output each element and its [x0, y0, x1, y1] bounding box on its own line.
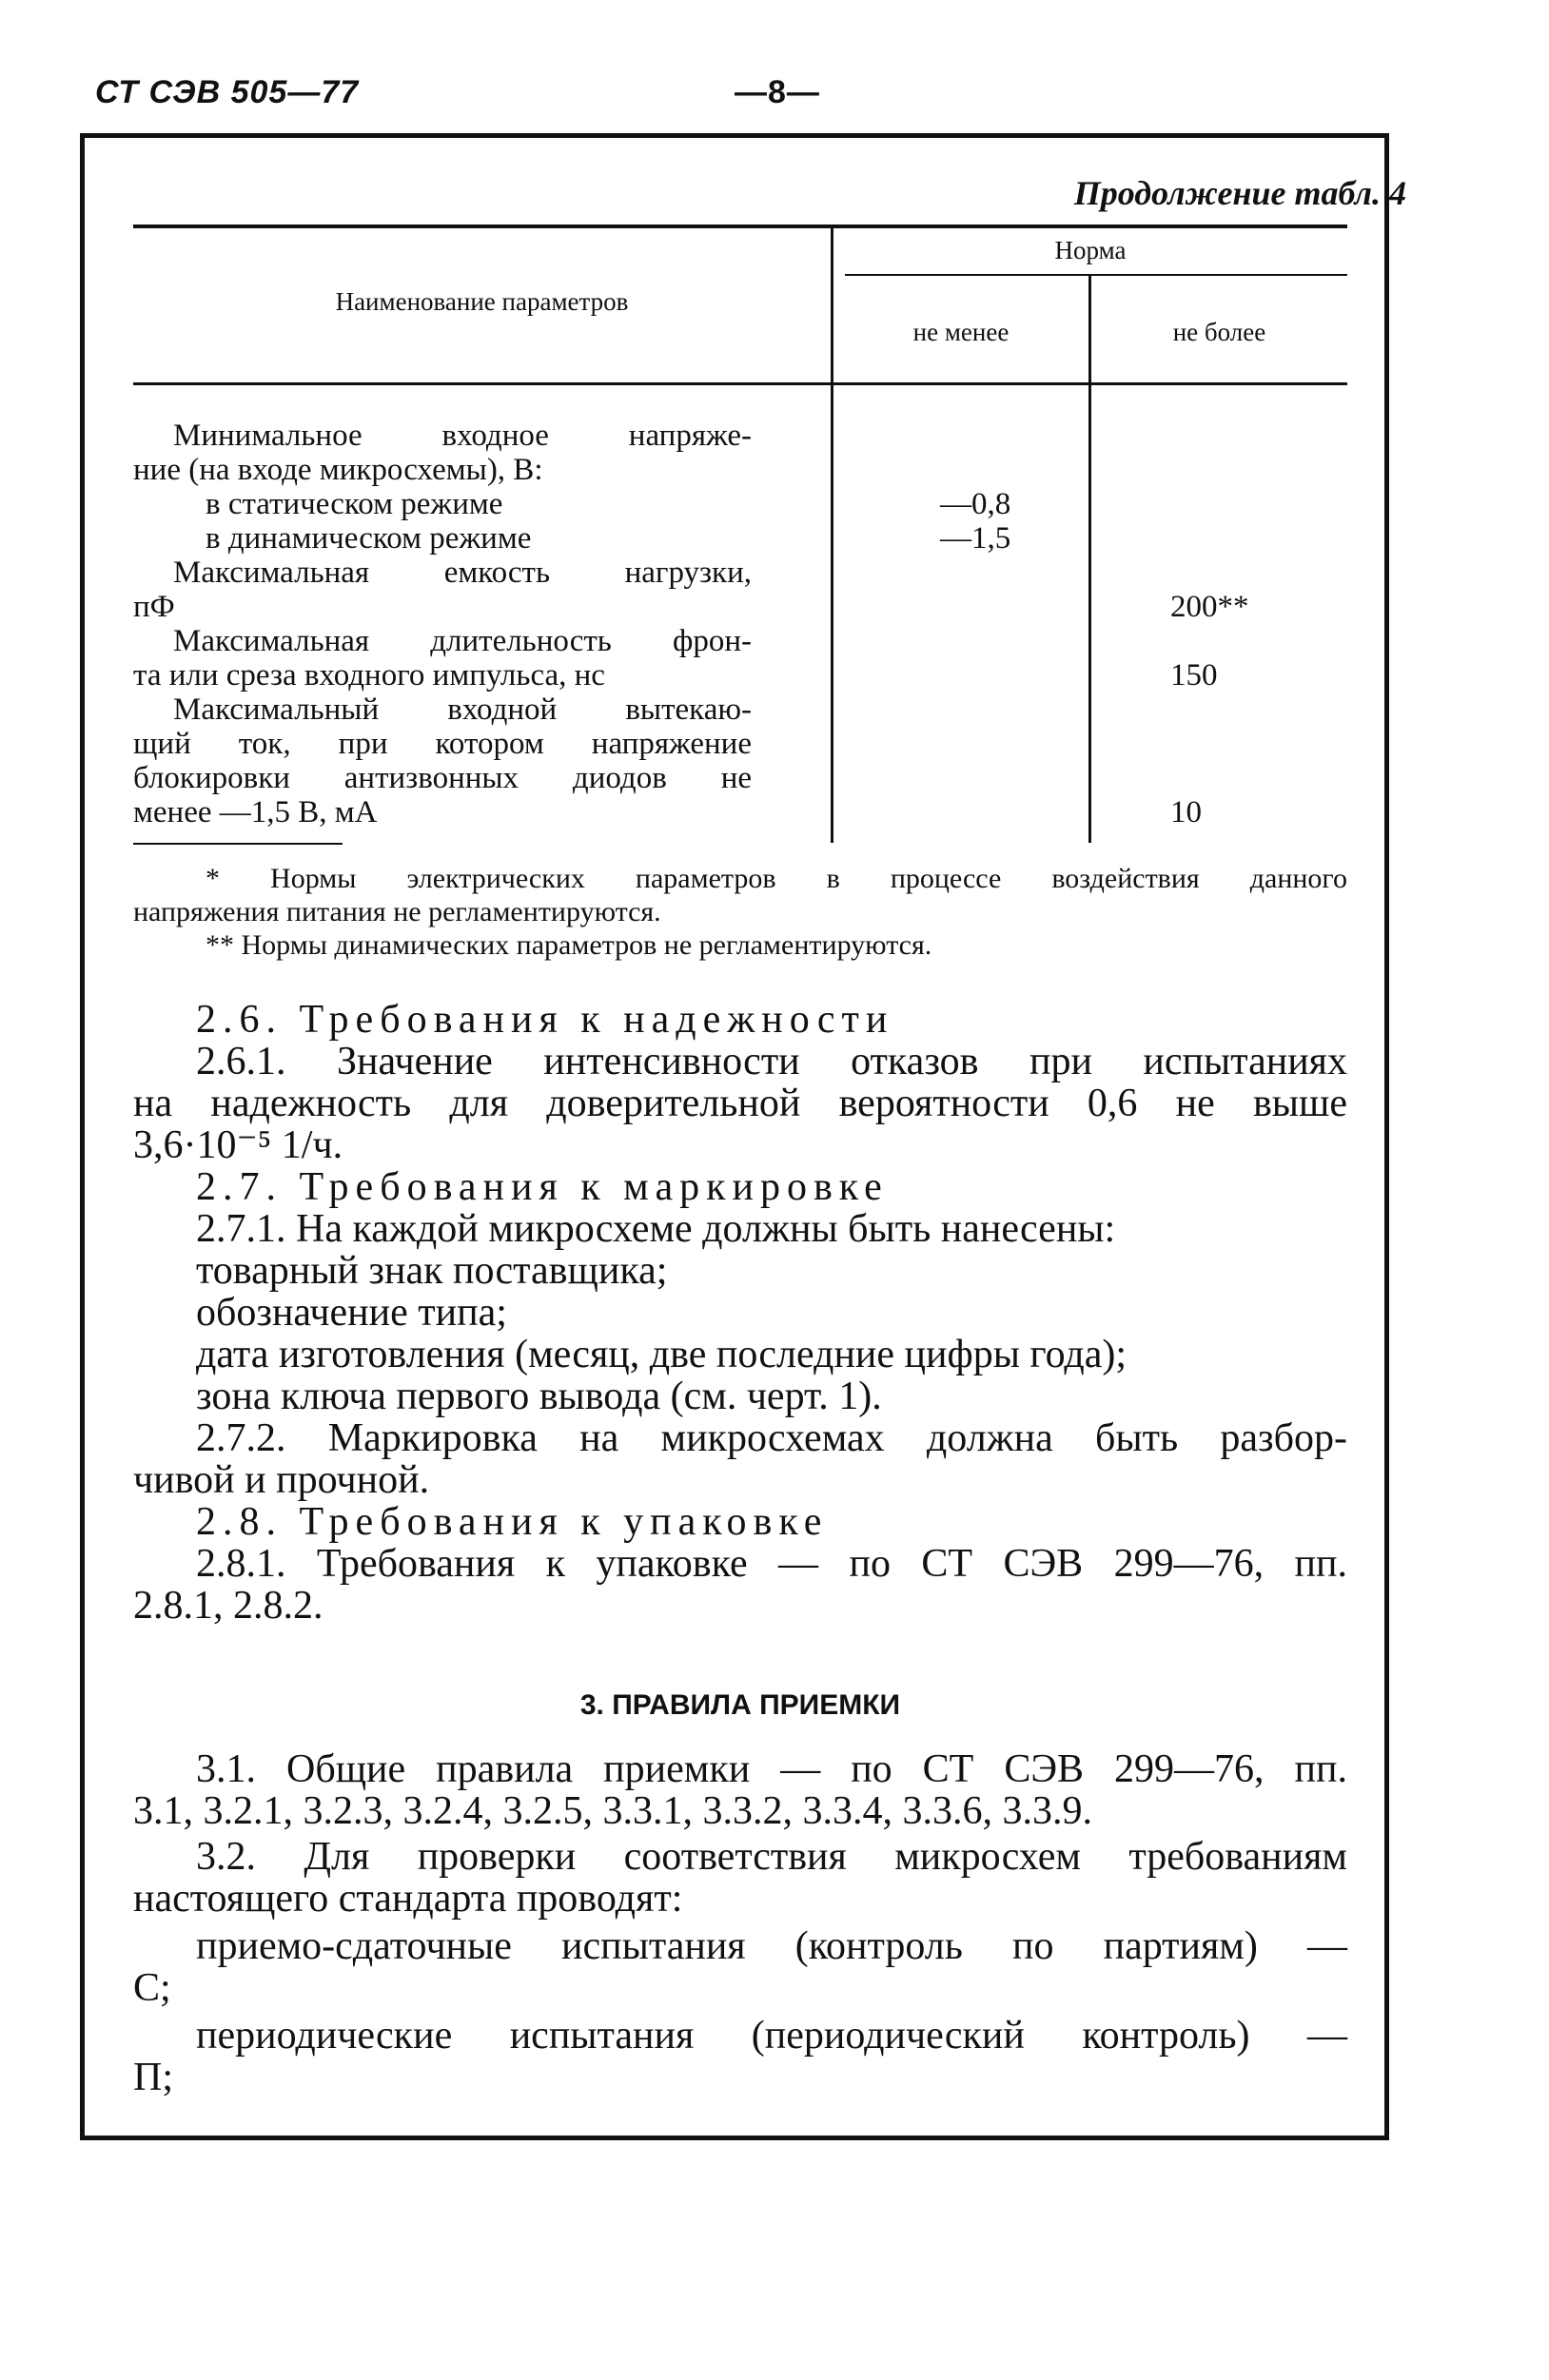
section-title: 3. ПРАВИЛА ПРИЕМКИ — [579, 1689, 901, 1721]
header-max: не более — [1172, 318, 1266, 346]
value-current-max: 10 — [1170, 795, 1202, 829]
body-line: 2.8.1. Требования к упаковке — по СТ СЭВ 299—76, пп. — [196, 1542, 1347, 1586]
body-line: приемо-сдаточные испытания (контроль по партиям) — — [196, 1924, 1347, 1968]
body-line: 3.1. Общие правила приемки — по СТ СЭВ 299—76, пп. — [196, 1747, 1347, 1791]
body-line: чивой и прочной. — [133, 1458, 430, 1502]
value-dynamic-min: —1,5 — [940, 521, 1011, 556]
col-divider-2 — [1088, 274, 1091, 843]
body-line: настоящего стандарта проводят: — [133, 1877, 683, 1921]
body-line: С; — [133, 1966, 171, 2010]
body-line: товарный знак поставщика; — [196, 1249, 668, 1293]
body-line: 2.7.2. Маркировка на микросхемах должна быть разбор- — [196, 1416, 1347, 1460]
table-top-rule — [133, 224, 1347, 228]
body-line: 3,6·10⁻⁵ 1/ч. — [133, 1123, 343, 1167]
value-capacitance-max: 200** — [1170, 590, 1249, 624]
body-line: 3.1, 3.2.1, 3.2.3, 3.2.4, 3.2.5, 3.3.1, 3.3.2, 3.3.4, 3.3.6, 3.3.9. — [133, 1789, 1092, 1833]
parameter-list — [133, 419, 752, 829]
header-parameters: Наименование параметров — [335, 287, 629, 316]
standard-code: СТ СЭВ 505—77 — [95, 74, 360, 110]
header-bottom-rule — [133, 382, 1347, 385]
param-line: в статическом режиме — [206, 487, 503, 521]
body-line: 2.8.1, 2.8.2. — [133, 1584, 324, 1628]
param-line: Максимальный входной вытекаю- — [173, 693, 752, 727]
body-line: на надежность для доверительной вероятности 0,6 не выше — [133, 1082, 1347, 1125]
footnote-rule — [133, 843, 343, 845]
table-continuation-title: Продолжение табл. 4 — [1073, 174, 1406, 212]
subsection-heading: 2.7. Требования к маркировке — [196, 1165, 889, 1209]
value-static-min: —0,8 — [940, 487, 1011, 521]
footnote-line: напряжения питания не регламентируются. — [133, 896, 661, 927]
value-pulse-max: 150 — [1170, 658, 1218, 693]
param-line: Минимальное входное напряже- — [173, 419, 752, 453]
param-line: Максимальная емкость нагрузки, — [173, 556, 752, 590]
acceptance-rules-text — [133, 1748, 1347, 2098]
body-line: периодические испытания (периодический контроль) — — [196, 2014, 1347, 2058]
table-footnotes — [133, 862, 1347, 962]
body-line: 2.7.1. На каждой микросхеме должны быть нанесены: — [196, 1207, 1116, 1251]
parameters-table — [133, 224, 1347, 845]
body-line: П; — [133, 2056, 173, 2099]
norm-header-rule — [845, 274, 1347, 276]
body-line: зона ключа первого вывода (см. черт. 1). — [196, 1375, 882, 1418]
body-line: обозначение типа; — [196, 1291, 507, 1335]
header-norm: Норма — [1054, 236, 1127, 264]
body-line: дата изготовления (месяц, две последние цифры года); — [196, 1333, 1127, 1376]
page-number: —8— — [735, 74, 820, 110]
requirements-text — [133, 999, 1347, 1627]
footnote-line: ** Нормы динамических параметров не регламентируются. — [206, 929, 932, 961]
body-line: 3.2. Для проверки соответствия микросхем требованиям — [196, 1835, 1347, 1879]
footnote-line: * Нормы электрических параметров в процессе воздействия данного — [206, 863, 1347, 894]
body-line: 2.6.1. Значение интенсивности отказов при испытаниях — [196, 1040, 1347, 1083]
subsection-heading: 2.6. Требования к надежности — [196, 998, 894, 1042]
param-line: Максимальная длительность фрон- — [173, 624, 752, 658]
param-line: щий ток, при котором напряжение — [133, 727, 752, 761]
subsection-heading: 2.8. Требования к упаковке — [196, 1500, 829, 1544]
param-line: та или среза входного импульса, нс — [133, 658, 605, 693]
header-min: не менее — [912, 318, 1010, 346]
param-line: пФ — [133, 590, 175, 624]
param-line: блокировки антизвонных диодов не — [133, 761, 752, 795]
param-line: ние (на входе микросхемы), В: — [133, 453, 543, 487]
param-line: менее —1,5 В, мА — [133, 795, 378, 829]
param-line: в динамическом режиме — [206, 521, 532, 556]
